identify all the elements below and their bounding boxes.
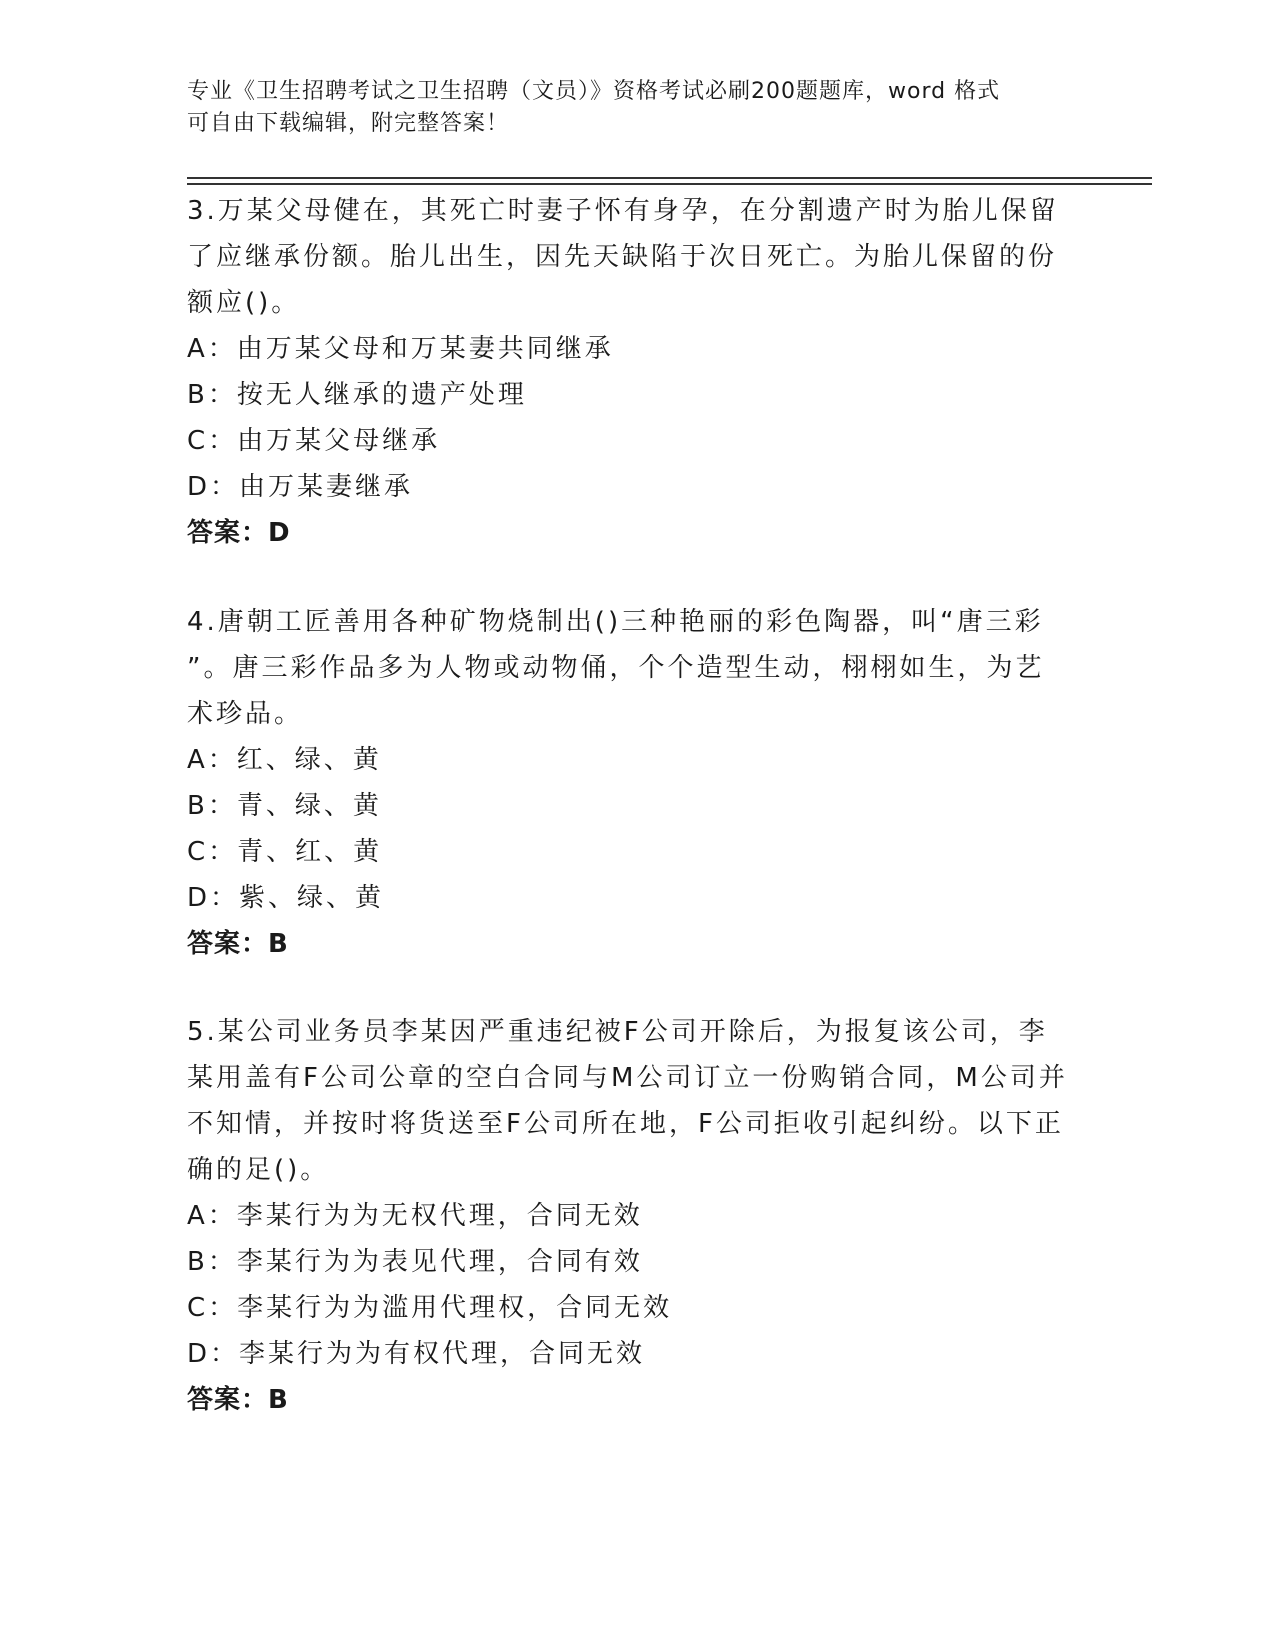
header-line-1: 专业《卫生招聘考试之卫生招聘（文员）》资格考试必刷200题题库，word 格式 (187, 79, 1001, 104)
question-text (187, 188, 1082, 326)
question-3 (187, 188, 1082, 556)
option-a: A：红、绿、黄 (187, 745, 382, 775)
option-c: C：由万某父母继承 (187, 426, 441, 456)
document-header (187, 76, 1067, 140)
question-text-line: 某用盖有F公司公章的空白合同与M公司订立一份购销合同，M公司并 (187, 1063, 1068, 1093)
option-b: B：李某行为为表见代理，合同有效 (187, 1247, 643, 1277)
option-d: D：李某行为为有权代理，合同无效 (187, 1339, 646, 1369)
question-text-line: 4.唐朝工匠善用各种矿物烧制出()三种艳丽的彩色陶器，叫“唐三彩 (187, 607, 1044, 637)
option-a: A：李某行为为无权代理，合同无效 (187, 1201, 643, 1231)
answer: 答案：D (187, 518, 291, 548)
answer: 答案：B (187, 929, 289, 959)
question-text-line: 了应继承份额。胎儿出生，因先天缺陷于次日死亡。为胎儿保留的份 (187, 242, 1058, 272)
option-b: B：按无人继承的遗产处理 (187, 380, 527, 410)
question-text-line: 不知情，并按时将货送至F公司所在地，F公司拒收引起纠纷。以下正 (187, 1109, 1064, 1139)
question-text (187, 1009, 1082, 1193)
option-c: C：青、红、黄 (187, 837, 383, 867)
header-line-2: 可自由下载编辑，附完整答案！ (187, 111, 510, 136)
option-d: D：紫、绿、黄 (187, 883, 385, 913)
question-4 (187, 599, 1082, 967)
question-text-line: 确的足()。 (187, 1155, 330, 1185)
option-d: D：由万某妻继承 (187, 472, 414, 502)
option-b: B：青、绿、黄 (187, 791, 382, 821)
question-text-line: 5.某公司业务员李某因严重违纪被F公司开除后，为报复该公司，李 (187, 1017, 1048, 1047)
question-text-line: ”。唐三彩作品多为人物或动物俑，个个造型生动，栩栩如生，为艺 (187, 653, 1045, 683)
question-text (187, 599, 1082, 737)
question-text-line: 术珍品。 (187, 699, 304, 729)
question-text-line: 3.万某父母健在，其死亡时妻子怀有身孕，在分割遗产时为胎儿保留 (187, 196, 1059, 226)
header-divider-top (187, 177, 1152, 179)
header-divider-bottom (187, 183, 1152, 185)
question-5 (187, 1009, 1082, 1423)
question-text-line: 额应()。 (187, 288, 301, 318)
option-c: C：李某行为为滥用代理权，合同无效 (187, 1293, 673, 1323)
answer: 答案：B (187, 1385, 289, 1415)
option-a: A：由万某父母和万某妻共同继承 (187, 334, 614, 364)
